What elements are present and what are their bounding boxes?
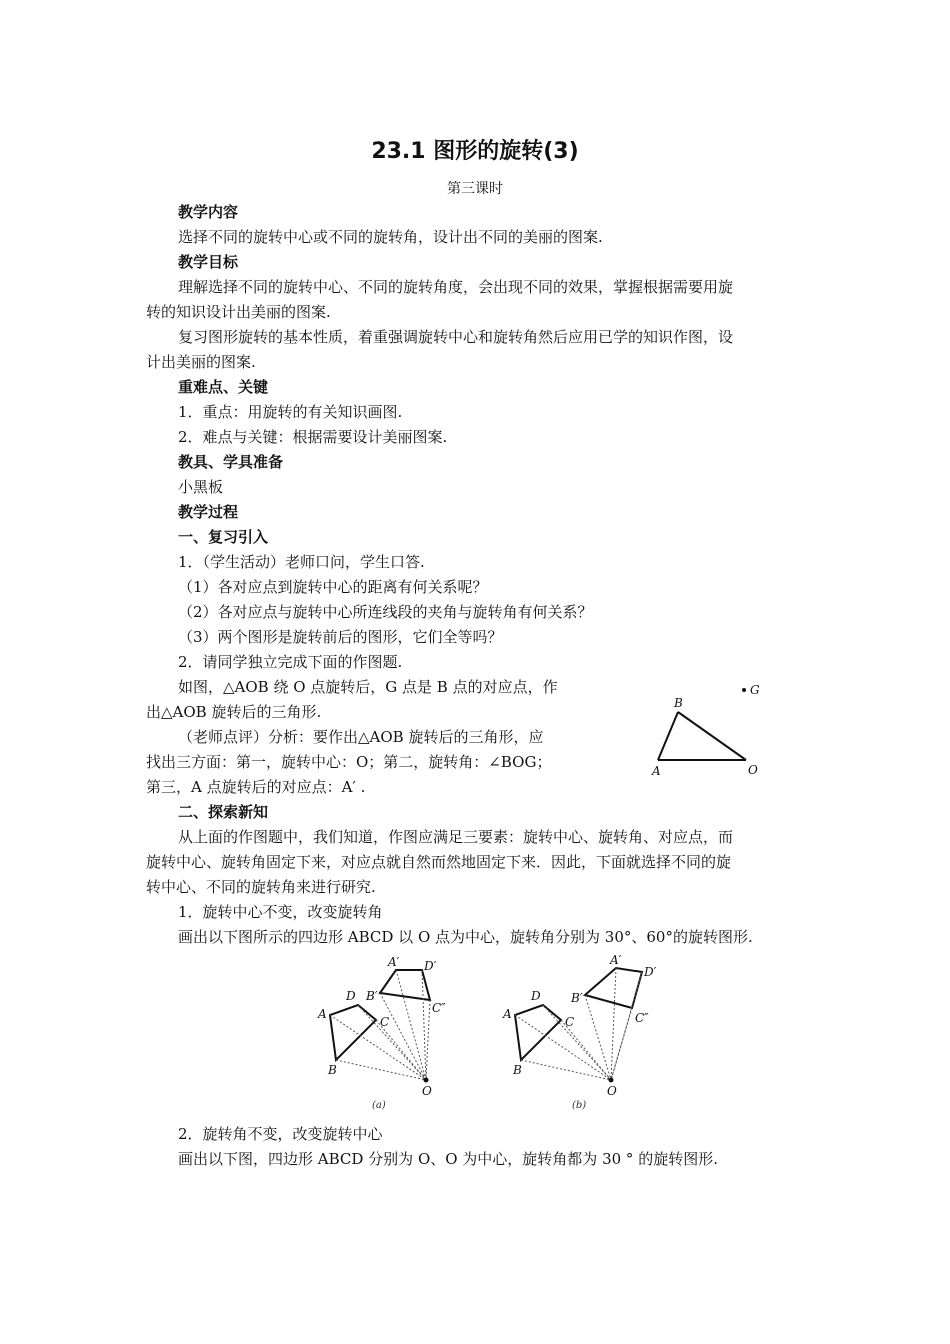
paragraph: （老师点评）分析：要作出△AOB 旋转后的三角形，应 (178, 728, 544, 746)
paragraph: （3）两个图形是旋转前后的图形，它们全等吗？ (178, 628, 503, 646)
paragraph: 选择不同的旋转中心或不同的旋转角，设计出不同的美丽的图案. (178, 228, 603, 246)
label-c: C (565, 1015, 575, 1029)
label-a: A (318, 1007, 327, 1021)
paragraph: （1）各对应点到旋转中心的距离有何关系呢？ (178, 578, 488, 596)
page-subtitle: 第三课时 (447, 181, 503, 197)
label-b: B (513, 1063, 522, 1077)
label-g: G (750, 683, 760, 697)
label-c-prime: C″ (635, 1011, 649, 1025)
label-b: B (674, 696, 683, 710)
center-o-a (424, 1078, 429, 1083)
paragraph: 旋转中心、旋转角固定下来，对应点就自然而然地固定下来．因此，下面就选择不同的旋 (146, 853, 732, 871)
paragraph: 如图，△AOB 绕 O 点旋转后，G 点是 B 点的对应点，作 (178, 678, 558, 696)
paragraph: 2．旋转角不变，改变旋转中心 (178, 1125, 383, 1143)
label-a-prime: A′ (610, 953, 622, 967)
dotted-lines-b (515, 968, 642, 1080)
quad-abcd-a (330, 1005, 376, 1060)
figure-b (502, 953, 657, 1111)
paragraph: 从上面的作图题中，我们知道，作图应满足三要素：旋转中心、旋转角、对应点，而 (178, 828, 734, 846)
label-d-prime: D′ (644, 965, 657, 979)
center-o-b (609, 1078, 614, 1083)
paragraph: 转中心、不同的旋转角来进行研究. (146, 878, 376, 896)
quadrilateral-rotation-figures (310, 950, 670, 1115)
section-heading-explore: 二、探索新知 (178, 803, 269, 821)
paragraph: 计出美丽的图案. (146, 353, 256, 371)
label-c: C (380, 1015, 390, 1029)
label-b-prime: B′ (366, 989, 378, 1003)
label-b: B (328, 1063, 337, 1077)
paragraph: 转的知识设计出美丽的图案. (146, 303, 331, 321)
label-o: O (607, 1084, 617, 1098)
label-a-prime: A′ (388, 955, 400, 969)
label-b-prime: B′ (571, 991, 583, 1005)
label-a: A (652, 764, 661, 778)
figure-a (317, 955, 446, 1111)
quad-rotated-b (585, 968, 642, 1008)
paragraph: 小黑板 (178, 478, 224, 496)
paragraph: 理解选择不同的旋转中心、不同的旋转角度，会出现不同的效果，掌握根据需要用旋 (178, 278, 734, 296)
section-heading-goals: 教学目标 (178, 253, 239, 271)
paragraph: 1．旋转中心不变，改变旋转角 (178, 903, 383, 921)
paragraph: 2．难点与关键：根据需要设计美丽图案. (178, 428, 448, 446)
section-heading-tools: 教具、学具准备 (178, 453, 284, 471)
paragraph: 1．（学生活动）老师口问，学生口答. (178, 553, 425, 571)
paragraph: 画出以下图，四边形 ABCD 分别为 O、O 为中心，旋转角都为 30 ° 的旋转图形. (178, 1150, 718, 1168)
label-d: D (531, 989, 541, 1003)
label-d: D (346, 989, 356, 1003)
caption-a: (a) (372, 1100, 386, 1111)
paragraph: 第三，A 点旋转后的对应点：A′ . (146, 778, 366, 796)
point-g (742, 688, 746, 692)
paragraph: 出△AOB 旋转后的三角形. (146, 703, 322, 721)
page-title: 23.1 图形的旋转(3) (371, 139, 579, 164)
label-o: O (748, 763, 758, 777)
paragraph: （2）各对应点与旋转中心所连线段的夹角与旋转角有何关系？ (178, 603, 593, 621)
section-heading-process: 教学过程 (178, 503, 239, 521)
caption-b: (b) (572, 1100, 587, 1111)
section-heading-review: 一、复习引入 (178, 528, 269, 546)
paragraph: 画出以下图所示的四边形 ABCD 以 O 点为中心，旋转角分别为 30°、60°的旋转图形. (178, 928, 753, 946)
quad-abcd-b (515, 1005, 561, 1060)
segment-ab (658, 712, 678, 760)
paragraph: 复习图形旋转的基本性质，着重强调旋转中心和旋转角然后应用已学的知识作图，设 (178, 328, 734, 346)
paragraph: 找出三方面：第一，旋转中心：O；第二，旋转角：∠BOG； (146, 753, 552, 771)
triangle-aob-figure (640, 676, 770, 780)
paragraph: 2．请同学独立完成下面的作图题. (178, 653, 403, 671)
label-o: O (422, 1084, 432, 1098)
label-d-prime: D′ (424, 959, 437, 973)
section-heading-content: 教学内容 (178, 203, 239, 221)
label-a: A (503, 1007, 512, 1021)
section-heading-key: 重难点、关键 (178, 378, 269, 396)
label-c-prime: C″ (432, 1001, 446, 1015)
paragraph: 1．重点：用旋转的有关知识画图. (178, 403, 403, 421)
segment-bo (678, 712, 746, 760)
